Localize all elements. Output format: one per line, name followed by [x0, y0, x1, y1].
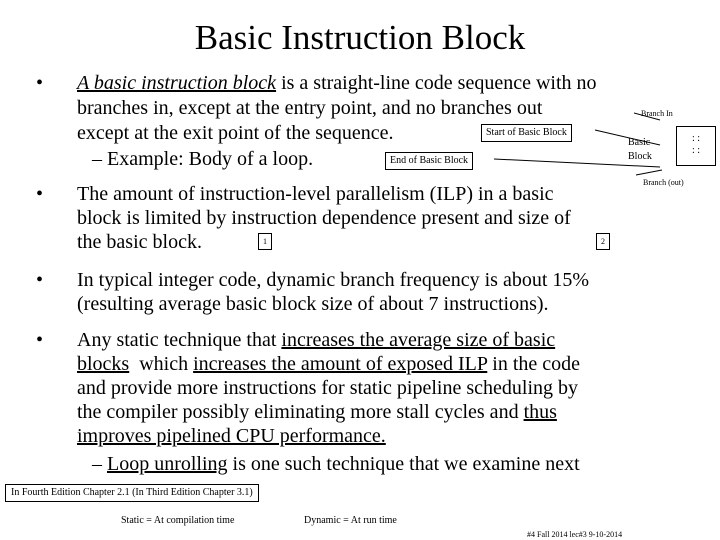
- bullet-4-line-3: and provide more instructions for static pipeline scheduling by: [77, 377, 578, 399]
- bullet-2-marker: •: [36, 183, 44, 205]
- bullet-1-line-1: A basic instruction block is a straight-line code sequence with no: [77, 72, 597, 94]
- bullet-4-line-2: blocks which increases the amount of exposed ILP in the code: [77, 353, 581, 375]
- bullet-2-line-1: The amount of instruction-level parallelism (ILP) in a basic: [77, 183, 554, 205]
- diagram-basic-label: Basic: [628, 137, 651, 148]
- static-definition: Static = At compilation time: [121, 515, 235, 526]
- bullet-3-line-2: (resulting average basic block size of about 7 instructions).: [77, 293, 549, 315]
- bullet-2-line-3: the basic block.: [77, 231, 202, 253]
- bullet-1-marker: •: [36, 72, 44, 94]
- basic-block-term: A basic instruction block: [77, 72, 277, 94]
- start-of-block-callout: Start of Basic Block: [481, 124, 572, 142]
- slide-id-footer: #4 Fall 2014 lec#3 9-10-2014: [527, 530, 623, 539]
- bullet-4-marker: •: [36, 329, 44, 351]
- marker-1-box: 1: [258, 233, 272, 250]
- bullet-1-line-3: except at the exit point of the sequence.: [77, 122, 394, 144]
- edition-reference-box: In Fourth Edition Chapter 2.1 (In Third Edition Chapter 3.1): [5, 484, 259, 502]
- bullet-3-line-1: In typical integer code, dynamic branch frequency is about 15%: [77, 269, 590, 291]
- bullet-1-line-2: branches in, except at the entry point, and no branches out: [77, 97, 543, 119]
- bullet-3-marker: •: [36, 269, 44, 291]
- diagram-block-label: Block: [628, 151, 652, 162]
- dynamic-definition: Dynamic = At run time: [304, 515, 397, 526]
- bullet-2-line-2: block is limited by instruction dependence present and size of: [77, 207, 571, 229]
- basic-block-diagram-box: : : : :: [676, 126, 716, 166]
- marker-2-box: 2: [596, 233, 610, 250]
- bullet-4-line-5: improves pipelined CPU performance.: [77, 425, 386, 447]
- slide-title: Basic Instruction Block: [194, 18, 526, 57]
- bullet-1-example: – Example: Body of a loop.: [92, 148, 314, 170]
- end-of-block-callout: End of Basic Block: [385, 152, 473, 170]
- bullet-4-sub: – Loop unrolling is one such technique that we examine next: [92, 453, 580, 475]
- branch-out-label: Branch (out): [643, 178, 684, 187]
- bullet-4-line-4: the compiler possibly eliminating more stall cycles and thus: [77, 401, 557, 423]
- bullet-4-line-1: Any static technique that increases the average size of basic: [77, 329, 556, 351]
- branch-in-label: Branch In: [641, 109, 673, 118]
